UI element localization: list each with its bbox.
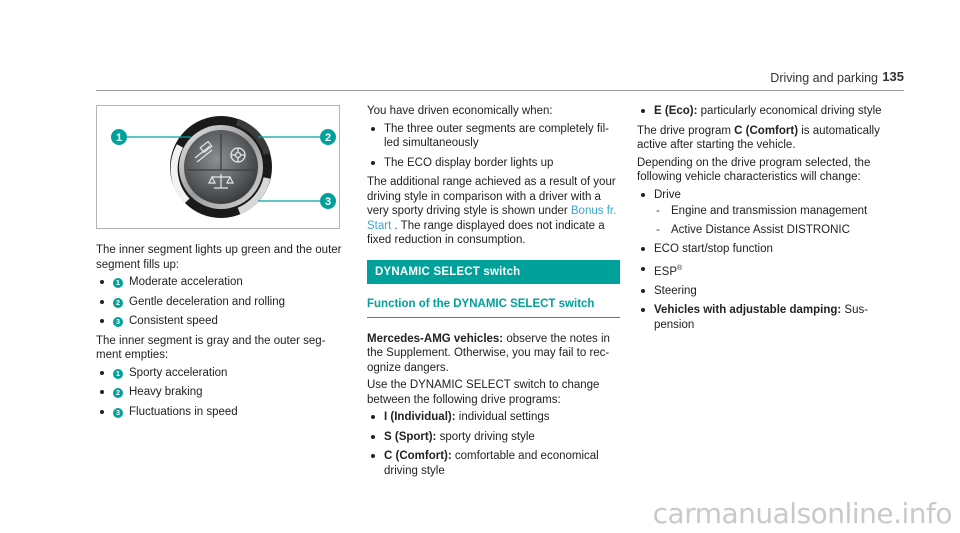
list-item <box>637 262 897 279</box>
auto-bold: C (Comfort) <box>734 124 799 137</box>
program-text: sporty driving style <box>436 430 535 443</box>
list-item <box>96 314 346 329</box>
watermark: carmanualsonline.info <box>652 497 952 530</box>
list-item: Steering <box>637 284 897 299</box>
range-text-end: . The range displayed does not indicate a fixed reduction in consumption. <box>367 219 605 246</box>
list-item <box>96 366 346 381</box>
number-badge: 3 <box>113 317 123 327</box>
list-item-text: ESP <box>654 265 678 278</box>
list-item-text: Fluctuations in speed <box>129 405 238 418</box>
list-item <box>367 430 620 445</box>
program-text: comfortable and economical driving style <box>384 450 599 477</box>
economy-list <box>367 122 620 171</box>
list-item-text: Drive <box>654 188 681 201</box>
depending-paragraph: Depending on the drive program selected, the following vehicle characteristics will change: <box>637 156 871 183</box>
number-badge: 2 <box>113 298 123 308</box>
column-3 <box>637 104 897 337</box>
registered-mark: ® <box>677 264 683 272</box>
header-rule <box>96 90 904 91</box>
amg-label: Mercedes-AMG vehicles: <box>367 332 504 345</box>
programs-list <box>367 410 620 478</box>
green-list <box>96 275 346 329</box>
list-item: ECO start/stop function <box>637 242 897 257</box>
list-item-text: Gentle deceleration and rolling <box>129 295 285 308</box>
list-item <box>96 385 346 400</box>
list-item-text: Moderate acceleration <box>129 276 243 288</box>
gray-list <box>96 366 346 420</box>
drive-sublist <box>654 204 897 237</box>
sub-list-item: - Engine and transmission management <box>654 204 897 219</box>
section-banner: DYNAMIC SELECT switch <box>367 260 620 285</box>
list-item <box>637 104 897 119</box>
list-item-text: Consistent speed <box>129 315 218 327</box>
range-paragraph <box>367 175 620 248</box>
list-item <box>96 295 346 310</box>
switch-figure <box>96 105 340 229</box>
page-number: 135 <box>882 69 904 84</box>
intro-green: The inner segment lights up green and the outer segment fills up: <box>96 244 342 271</box>
list-item <box>367 449 620 478</box>
program-text: particularly economical driving style <box>697 105 882 117</box>
auto-text-end: is automatically active after starting the vehicle. <box>637 124 880 151</box>
column-1 <box>96 243 346 424</box>
damping-label: Vehicles with adjustable damping: <box>654 304 842 317</box>
section-subheading: Function of the DYNAMIC SELECT switch <box>367 297 620 318</box>
range-text: The additional range achieved as a result of your driving style in comparison with a driver with a very sporty driving style is shown under <box>367 176 616 217</box>
bonus-link[interactable]: Bonus fr. Start <box>367 205 617 232</box>
program-text: individual settings <box>455 411 550 423</box>
list-item-text: Heavy braking <box>129 386 203 398</box>
list-item <box>367 410 620 425</box>
list-item <box>96 275 346 290</box>
number-badge: 1 <box>113 369 123 379</box>
program-label: E (Eco): <box>654 105 698 117</box>
program-label: I (Individual): <box>384 411 456 423</box>
list-item: The three outer segments are completely filled simultaneously <box>367 122 620 151</box>
sub-list-item: - Active Distance Assist DISTRONIC <box>654 223 897 238</box>
auto-text: The drive program <box>637 124 735 137</box>
auto-paragraph <box>637 124 897 153</box>
list-item-text: Sporty acceleration <box>129 366 228 379</box>
callout-number-3: 3 <box>324 196 332 208</box>
damping-text: Suspension <box>654 304 869 331</box>
callout-number-2: 2 <box>324 132 332 144</box>
economy-intro: You have driven economically when: <box>367 105 553 117</box>
amg-text: observe the notes in the Supplement. Otherwise, you may fail to recognize dangers. <box>367 332 610 374</box>
header-title: Driving and parking <box>770 71 878 85</box>
intro-gray: The inner segment is gray and the outer segment empties: <box>96 334 326 361</box>
list-item <box>637 188 897 238</box>
switch-illustration <box>97 106 341 230</box>
list-item <box>637 303 897 332</box>
eco-list <box>637 104 897 119</box>
characteristics-list <box>637 188 897 333</box>
callout-number-1: 1 <box>115 132 123 144</box>
number-badge: 3 <box>113 408 123 418</box>
list-item <box>96 405 346 420</box>
amg-paragraph <box>367 332 620 376</box>
program-label: C (Comfort): <box>384 450 452 462</box>
number-badge: 2 <box>113 388 123 398</box>
number-badge: 1 <box>113 278 123 288</box>
program-label: S (Sport): <box>384 430 437 443</box>
use-paragraph: Use the DYNAMIC SELECT switch to change between the following drive programs: <box>367 379 600 406</box>
column-2 <box>367 104 620 483</box>
list-item: The ECO display border lights up <box>367 156 620 171</box>
